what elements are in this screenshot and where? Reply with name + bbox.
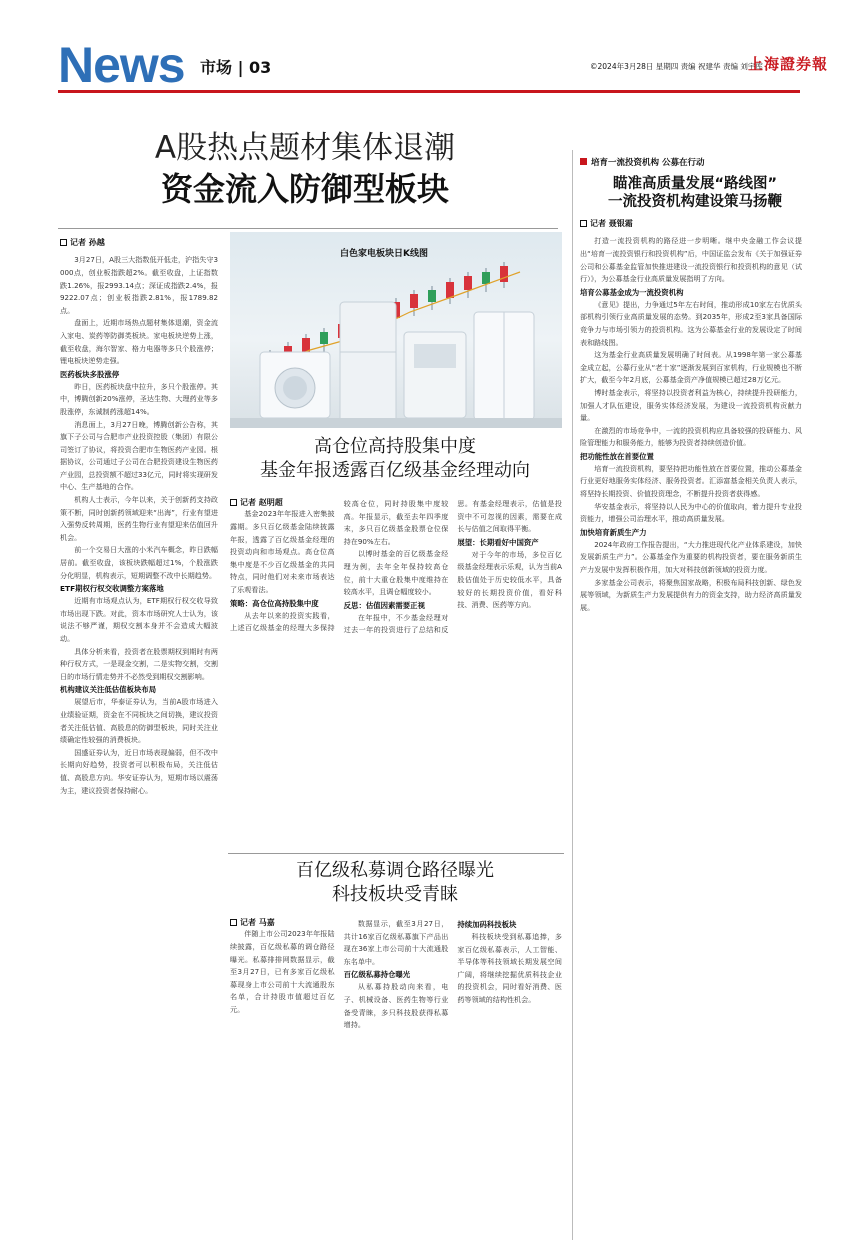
subheading: 加快培育新质生产力 [580, 527, 647, 537]
main-byline [60, 238, 218, 248]
subheading: 持续加码科技板块 [457, 920, 517, 929]
right-headline-line1: 瞄准高质量发展“路线图” [612, 176, 778, 192]
right-story-body [580, 219, 802, 1239]
paragraph: 数据显示，截至3月27日，共计16家百亿级私募旗下产品出现在36家上市公司前十大流通股东名单中。 [343, 919, 449, 966]
photo-caption: 白色家电板块日K线图 [340, 249, 428, 259]
paragraph: 多家基金公司表示，将聚焦国家战略，积极布局科技创新、绿色发展等领域，为新质生产力发展提供有力的资金支持，助力经济高质量发展。 [580, 577, 802, 612]
paragraph: 展望后市，华泰证券认为，当前A股市场进入业绩验证期，资金在不同板块之间切换，建议投资者关注低估值、高股息的防御型板块，同时关注业绩确定性较强的消费板块。 [60, 697, 218, 745]
paragraph: 以博时基金的百亿级基金经理为例，去年全年保持较高仓位，前十大重仓股集中度维持在较高水平，且调仓幅度较小。 [343, 549, 449, 597]
candlestick-illustration [230, 232, 562, 428]
paragraph: 前一个交易日大涨的小米汽车概念，昨日跌幅居前。截至收盘，该板块跌幅超过1%，个股涨跌分化明显，机构表示，短期调整不改中长期趋势。 [60, 545, 218, 580]
story3-body [230, 918, 562, 1238]
paragraph: 华安基金表示，将坚持以人民为中心的价值取向，着力提升专业投资能力，增强公司治理水平，推动高质量发展。 [580, 501, 802, 524]
subheading: ETF期权行权交收调整方案落地 [60, 584, 164, 594]
byline-marker-icon [230, 499, 237, 506]
paragraph: 打造一流投资机构的路径进一步明晰。继中央金融工作会议提出“培育一流投资银行和投资机构”后，中国证监会发布《关于加强证券公司和公募基金监管加快推进建设一流投资银行和投资机构的意见（试行）》，为公募基金行业高质量发展指明了方向。 [580, 236, 802, 284]
paragraph: 对于今年的市场，多位百亿级基金经理表示乐观，认为当前A股估值处于历史较低水平，具备较好的长期投资价值，看好科技、消费、医药等方向。 [457, 549, 562, 610]
paragraph: 近期有市场观点认为，ETF期权行权交收导致市场出现下跌。对此，资本市场研究人士认为，该说法不够严谨，期权交割本身并不会造成大幅波动。 [60, 596, 218, 644]
right-kicker [580, 156, 704, 168]
paragraph: 消息面上，3月27日晚，博腾创新公告称，其旗下子公司与合肥市产业投资控股（集团）有限公司签订了协议，将投资合肥市生物医药产业园。根据协议，公司通过子公司在合肥投资建设生物医药产业园，总投资额不超过33亿元，同时将实现研发中心、生产基地的合作。 [60, 419, 218, 492]
paragraph: 博时基金表示，将坚持以投资者利益为核心，持续提升投研能力，加强人才队伍建设，服务实体经济发展，为建设一流投资机构贡献力量。 [580, 387, 802, 423]
story-divider [228, 853, 564, 854]
subheading: 策略：高仓位高持股集中度 [230, 598, 319, 608]
paragraph: 《意见》提出，力争通过5年左右时间，推动形成10家左右优质头部机构引领行业高质量发展的态势。到2035年，形成2至3家具备国际竞争力与市场引领力的投资机构。这为公募基金行业的发展设定了时间表和路线图。 [580, 299, 802, 347]
paragraph: 3月27日，A股三大指数低开低走，沪指失守3000点，创业板指跌超2%。截至收盘，上证指数跌1.26%，报2993.14点；深证成指跌2.4%，报9222.07点；创业板指跌2.81%，报1789.82点。 [60, 255, 218, 315]
paragraph: 在年报中，不少基金经理对过去一年的投资进行了总结和反思。有基金经理表示，估值是投资中不可忽视的因素，需要在成长与估值之间取得平衡。 [343, 499, 562, 635]
byline-text: 记者 赵明超 [240, 498, 283, 507]
masthead [0, 0, 858, 92]
byline-marker-icon [230, 919, 237, 926]
headline-divider [58, 228, 558, 229]
main-story-body [60, 238, 218, 1238]
issue-info: ©2024年3月28日 星期四 责编 祝建华 责编 刘宇库 [590, 62, 763, 71]
paragraph: 从去年以来的投资实践看，上述百亿级基金的经理大多保持较高仓位，同时持股集中度较高。年报显示，截至去年四季度末，多只百亿级基金股票仓位保持在90%左右。 [230, 499, 449, 633]
right-headline-line2: 一流投资机构建设策马扬鞭 [608, 194, 782, 210]
story2-headline-line1: 高仓位高持股集中度 [314, 436, 476, 457]
byline-marker-icon [60, 239, 67, 246]
section-label: 市场 | 03 [200, 58, 272, 77]
right-byline [580, 219, 802, 229]
paragraph: 盘面上，近期市场热点题材集体退潮，资金流入家电、炭药等防御类板块。家电板块逆势上涨，截至收盘，海尔智家、格力电器等多只个股涨停；锂电板块逆势走强。 [60, 318, 218, 366]
kicker-text: 培育一流投资机构 公募在行动 [591, 158, 705, 168]
story2-body [230, 498, 562, 853]
subheading: 把功能性放在首要位置 [580, 451, 654, 461]
story3-headline-line1: 百亿级私募调仓路径曝光 [296, 860, 494, 881]
subheading: 反思：估值因素需要正视 [343, 600, 425, 610]
subheading: 百亿级私募持仓曝光 [343, 970, 411, 980]
column-divider [572, 150, 573, 1240]
story2-byline [230, 498, 335, 508]
paragraph: 科技板块受到私募追捧，多家百亿级私募表示，人工智能、半导体等科技领域长期发展空间广阔，将继续挖掘优质科技企业的投资机会，同时看好消费、医药等领域的结构性机会。 [457, 932, 562, 1004]
story2-headline-line2: 基金年报透露百亿级基金经理动向 [260, 460, 530, 481]
kicker-square-icon [580, 158, 587, 165]
byline-text: 记者 马嘉 [240, 918, 275, 927]
byline-text: 记者 聂银霜 [590, 219, 633, 228]
paragraph: 从私募持股动向来看，电子、机械设备、医药生物等行业备受青睐，多只科技股获得私募增持。 [343, 982, 449, 1030]
news-logo: News [58, 37, 185, 93]
paragraph: 2024年政府工作报告提出，“大力推进现代化产业体系建设，加快发展新质生产力”。公募基金作为重要的机构投资者，要在服务新质生产力发展中发挥积极作用，加大对科技创新领域的投资力度。 [580, 539, 802, 575]
byline-marker-icon [580, 220, 587, 227]
paragraph: 基金2023年年报进入密集披露期。多只百亿级基金陆续披露年报，透露了百亿级基金经理的投资动向和市场观点。高仓位高集中度是不少百亿级基金的共同特点，同时他们对未来市场表达了乐观看法。 [230, 509, 335, 594]
subheading: 展望：长期看好中国资产 [457, 537, 539, 547]
subheading: 医药板块多股涨停 [60, 369, 120, 379]
main-headline-line1: A股热点题材集体退潮 [154, 130, 456, 166]
news-photo [230, 232, 562, 428]
paragraph: 机构人士表示，今年以来，关于创新药支持政策不断，同时创新药领域迎来“出海”，行业有望进入强势反转周期，医药生物行业有望迎来估值回升机会。 [60, 495, 218, 542]
masthead-rule [58, 90, 800, 93]
byline-text: 记者 孙越 [70, 238, 105, 247]
subheading: 培育公募基金成为一流投资机构 [580, 287, 684, 297]
paragraph: 伴随上市公司2023年年报陆续披露，百亿级私募的调仓路径曝光。私募排排网数据显示，截至3月27日，已有多家百亿级私募现身上市公司前十大流通股东名单，合计持股市值超过百亿元。 [230, 929, 335, 1014]
paragraph: 具体分析来看，投资者在股票期权到期时有两种行权方式，一是现金交割，二是实物交割，交割日的市场行情走势并不必然受到期权交割影响。 [60, 646, 218, 681]
main-headline-line2: 资金流入防御型板块 [160, 170, 449, 208]
subheading: 机构建议关注低估值板块布局 [60, 685, 157, 695]
paragraph: 昨日，医药板块盘中拉升，多只个股涨停。其中，博腾创新20%涨停，圣达生物、大理药业等多股涨停，东诚制药涨超14%。 [60, 381, 218, 416]
paragraph: 在激烈的市场竞争中，一流的投资机构应具备较强的投研能力、风险管理能力和服务能力，能够为投资者持续创造价值。 [580, 425, 802, 448]
paragraph: 培育一流投资机构，要坚持把功能性放在首要位置，推动公募基金行业更好地服务实体经济、服务投资者。汇添富基金相关负责人表示，将坚持长期投资、价值投资理念，不断提升投资者获得感。 [580, 463, 802, 499]
story3-headline-line2: 科技板块受青睐 [332, 884, 458, 905]
story3-byline [230, 918, 335, 928]
paragraph: 这为基金行业高质量发展明确了时间表。从1998年第一家公募基金成立起，公募行业从“老十家”逐渐发展到百家机构，行业规模也不断扩大，截至今年2月底，公募基金资产净值规模已超过28万亿元。 [580, 350, 802, 385]
paragraph: 国盛证券认为，近日市场表现偏弱，但不改中长期向好趋势，投资者可以积极布局，关注低估值、高股息方向。华安证券认为，短期市场以震荡为主，建议投资者保持耐心。 [60, 747, 218, 795]
newspaper-name: 上海證券報 [748, 55, 829, 73]
